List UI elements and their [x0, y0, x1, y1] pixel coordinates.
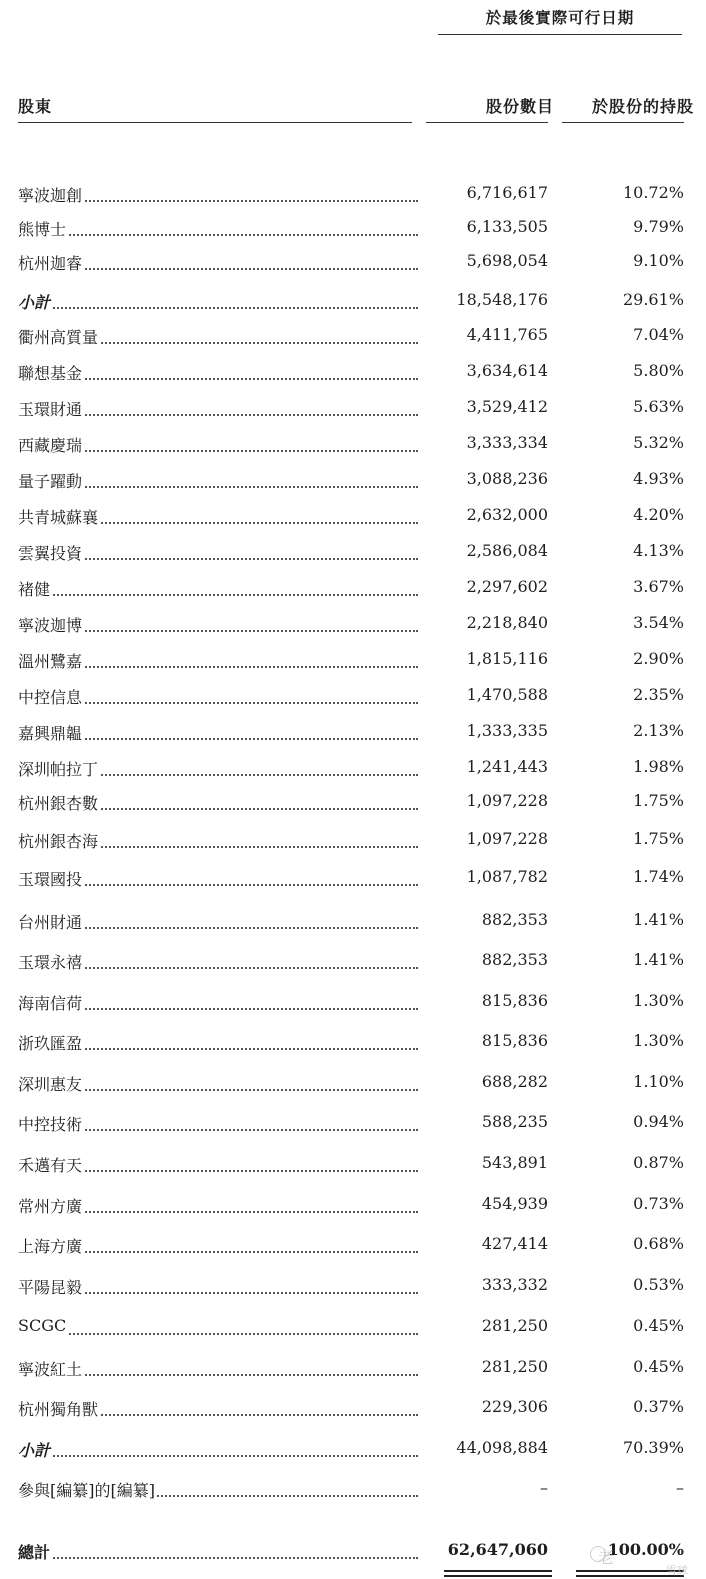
shareholding-pct: 29.61% — [622, 290, 684, 309]
table-row — [18, 787, 688, 821]
table-row — [18, 321, 688, 355]
share-count: 543,891 — [481, 1153, 548, 1172]
shareholding-pct: – — [676, 1478, 684, 1497]
table-row — [18, 1108, 688, 1142]
shareholder-name: 小計 — [18, 290, 52, 313]
share-count: 4,411,765 — [466, 325, 548, 344]
table-row — [18, 357, 688, 391]
share-count: 6,133,505 — [466, 217, 548, 236]
shareholding-pct: 1.30% — [633, 1031, 684, 1050]
shareholder-name: 玉環財通 — [18, 397, 84, 420]
table-row — [18, 681, 688, 715]
shareholder-name: 玉環國投 — [18, 867, 84, 890]
shareholding-pct: 0.45% — [633, 1316, 684, 1335]
shareholder-name: 杭州迦睿 — [18, 251, 84, 274]
shareholder-name: 寧波迦創 — [18, 183, 84, 206]
table-row — [18, 501, 688, 535]
shareholder-name: 深圳帕拉丁 — [18, 757, 100, 780]
table-row — [18, 393, 688, 427]
header-rule-pct — [562, 122, 684, 123]
share-count: 1,097,228 — [466, 829, 548, 848]
share-count: 1,470,588 — [466, 685, 548, 704]
shareholder-name: 上海方廣 — [18, 1234, 84, 1257]
header-rule-shareholder — [18, 122, 412, 123]
table-row — [18, 645, 688, 679]
watermark-text: 老 — [597, 1548, 614, 1567]
shareholder-name: 雲翼投資 — [18, 541, 84, 564]
shareholder-name: 溫州鷺嘉 — [18, 649, 84, 672]
share-count: 882,353 — [481, 910, 548, 929]
watermark-text-2: 雪球 — [666, 1564, 688, 1577]
shareholding-pct: 4.20% — [633, 505, 684, 524]
shareholding-pct: 100.00% — [607, 1540, 684, 1559]
share-count: 281,250 — [481, 1316, 548, 1335]
table-row — [18, 1434, 688, 1468]
share-count: 815,836 — [481, 991, 548, 1010]
share-count: 1,087,782 — [466, 867, 548, 886]
shareholding-pct: 4.93% — [633, 469, 684, 488]
share-count: 1,333,335 — [466, 721, 548, 740]
share-count: 1,241,443 — [466, 757, 548, 776]
shareholding-pct: 2.35% — [633, 685, 684, 704]
shareholding-pct: 0.53% — [633, 1275, 684, 1294]
shareholder-name: 平陽昆毅 — [18, 1275, 84, 1298]
shareholder-name: 禾邁有天 — [18, 1153, 84, 1176]
share-count: 44,098,884 — [456, 1438, 548, 1457]
shareholder-name: 寧波紅土 — [18, 1357, 84, 1380]
shareholder-name: 海南信荷 — [18, 991, 84, 1014]
top-header-rule — [438, 34, 682, 35]
leader-dots — [18, 1333, 418, 1335]
table-row — [18, 213, 688, 247]
shareholder-name: 浙玖匯盈 — [18, 1031, 84, 1054]
leader-dots — [18, 307, 418, 309]
shareholding-pct: 3.67% — [633, 577, 684, 596]
share-count: 882,353 — [481, 950, 548, 969]
header-rule-shares — [426, 122, 548, 123]
shareholder-name: 寧波迦博 — [18, 613, 84, 636]
table-row — [18, 1312, 688, 1346]
top-header-label: 於最後實際可行日期 — [485, 8, 635, 27]
shareholder-name: SCGC — [18, 1316, 67, 1335]
table-row — [18, 429, 688, 463]
share-count: 6,716,617 — [466, 183, 548, 202]
shareholder-name: 中控技術 — [18, 1112, 84, 1135]
table-row — [18, 753, 688, 787]
shareholding-pct: 1.41% — [633, 910, 684, 929]
share-count: 333,332 — [481, 1275, 548, 1294]
share-count: 62,647,060 — [447, 1540, 548, 1559]
share-count: – — [540, 1478, 548, 1497]
shareholding-pct: 3.54% — [633, 613, 684, 632]
share-count: 588,235 — [481, 1112, 548, 1131]
shareholding-pct: 1.74% — [633, 867, 684, 886]
shareholding-pct: 10.72% — [622, 183, 684, 202]
shareholder-name: 量子躍動 — [18, 469, 84, 492]
shareholding-pct: 5.63% — [633, 397, 684, 416]
table-row — [18, 863, 688, 897]
leader-dots — [18, 594, 418, 596]
table-row — [18, 1190, 688, 1224]
shareholder-name: 台州財通 — [18, 910, 84, 933]
table-row — [18, 1068, 688, 1102]
share-count: 3,088,236 — [466, 469, 548, 488]
col-header-shareholder: 股東 — [18, 97, 53, 116]
shareholding-pct: 1.75% — [633, 829, 684, 848]
leader-dots — [18, 1455, 418, 1457]
shareholder-name: 衢州高質量 — [18, 325, 100, 348]
col-header-shares: 股份數目 — [486, 97, 555, 116]
share-count: 1,815,116 — [466, 649, 548, 668]
table-row — [18, 1027, 688, 1061]
total-shares-double-rule — [444, 1570, 552, 1577]
table-row — [18, 1149, 688, 1183]
shareholding-pct: 0.68% — [633, 1234, 684, 1253]
share-count: 454,939 — [481, 1194, 548, 1213]
share-count: 3,333,334 — [466, 433, 548, 452]
table-row — [18, 179, 688, 213]
shareholder-name: 總計 — [18, 1540, 52, 1563]
table-row — [18, 537, 688, 571]
share-count: 2,586,084 — [466, 541, 548, 560]
table-row — [18, 1474, 688, 1508]
col-header-pct: 於股份的持股 — [592, 97, 695, 116]
table-row — [18, 825, 688, 859]
share-count: 281,250 — [481, 1357, 548, 1376]
shareholder-name: 深圳惠友 — [18, 1072, 84, 1095]
shareholding-pct: 0.37% — [633, 1397, 684, 1416]
shareholding-pct: 1.75% — [633, 791, 684, 810]
share-count: 18,548,176 — [456, 290, 548, 309]
table-row — [18, 946, 688, 980]
table-row — [18, 1353, 688, 1387]
share-count: 229,306 — [481, 1397, 548, 1416]
table-row — [18, 1393, 688, 1427]
share-count: 815,836 — [481, 1031, 548, 1050]
table-row — [18, 465, 688, 499]
table-row — [18, 286, 688, 320]
table-row — [18, 1271, 688, 1305]
shareholding-pct: 0.45% — [633, 1357, 684, 1376]
shareholder-name: 共青城蘇襄 — [18, 505, 100, 528]
shareholding-pct: 2.13% — [633, 721, 684, 740]
shareholding-pct: 1.98% — [633, 757, 684, 776]
shareholder-name: 杭州銀杏海 — [18, 829, 100, 852]
table-row — [18, 1230, 688, 1264]
table-row — [18, 906, 688, 940]
shareholder-name: 常州方廣 — [18, 1194, 84, 1217]
shareholding-pct: 1.41% — [633, 950, 684, 969]
shareholder-name: 中控信息 — [18, 685, 84, 708]
shareholding-pct: 0.73% — [633, 1194, 684, 1213]
shareholding-pct: 9.10% — [633, 251, 684, 270]
shareholder-name: 參與[編纂]的[編纂] — [18, 1478, 157, 1501]
shareholding-pct: 0.87% — [633, 1153, 684, 1172]
share-count: 3,634,614 — [466, 361, 548, 380]
share-count: 5,698,054 — [466, 251, 548, 270]
shareholder-name: 嘉興鼎韞 — [18, 721, 84, 744]
shareholding-pct: 5.32% — [633, 433, 684, 452]
share-count: 427,414 — [481, 1234, 548, 1253]
shareholding-pct: 9.79% — [633, 217, 684, 236]
shareholding-pct: 4.13% — [633, 541, 684, 560]
shareholder-name: 小計 — [18, 1438, 52, 1461]
shareholder-name: 杭州獨角獸 — [18, 1397, 100, 1420]
share-count: 3,529,412 — [466, 397, 548, 416]
share-count: 1,097,228 — [466, 791, 548, 810]
table-row — [18, 717, 688, 751]
share-count: 2,632,000 — [466, 505, 548, 524]
leader-dots — [18, 234, 418, 236]
shareholding-pct: 1.10% — [633, 1072, 684, 1091]
shareholding-pct: 70.39% — [622, 1438, 684, 1457]
share-count: 688,282 — [481, 1072, 548, 1091]
share-count: 2,218,840 — [466, 613, 548, 632]
shareholder-name: 熊博士 — [18, 217, 68, 240]
table-row — [18, 573, 688, 607]
shareholder-name: 西藏慶瑞 — [18, 433, 84, 456]
share-count: 2,297,602 — [466, 577, 548, 596]
leader-dots — [18, 1557, 418, 1559]
shareholder-name: 玉環永禧 — [18, 950, 84, 973]
shareholding-pct: 1.30% — [633, 991, 684, 1010]
shareholding-pct: 0.94% — [633, 1112, 684, 1131]
shareholding-pct: 2.90% — [633, 649, 684, 668]
shareholding-pct: 5.80% — [633, 361, 684, 380]
shareholding-pct: 7.04% — [633, 325, 684, 344]
table-row — [18, 1536, 688, 1570]
table-row — [18, 987, 688, 1021]
shareholder-name: 杭州銀杏數 — [18, 791, 100, 814]
shareholder-name: 褚健 — [18, 577, 52, 600]
table-row — [18, 247, 688, 281]
shareholder-name: 聯想基金 — [18, 361, 84, 384]
table-row — [18, 609, 688, 643]
